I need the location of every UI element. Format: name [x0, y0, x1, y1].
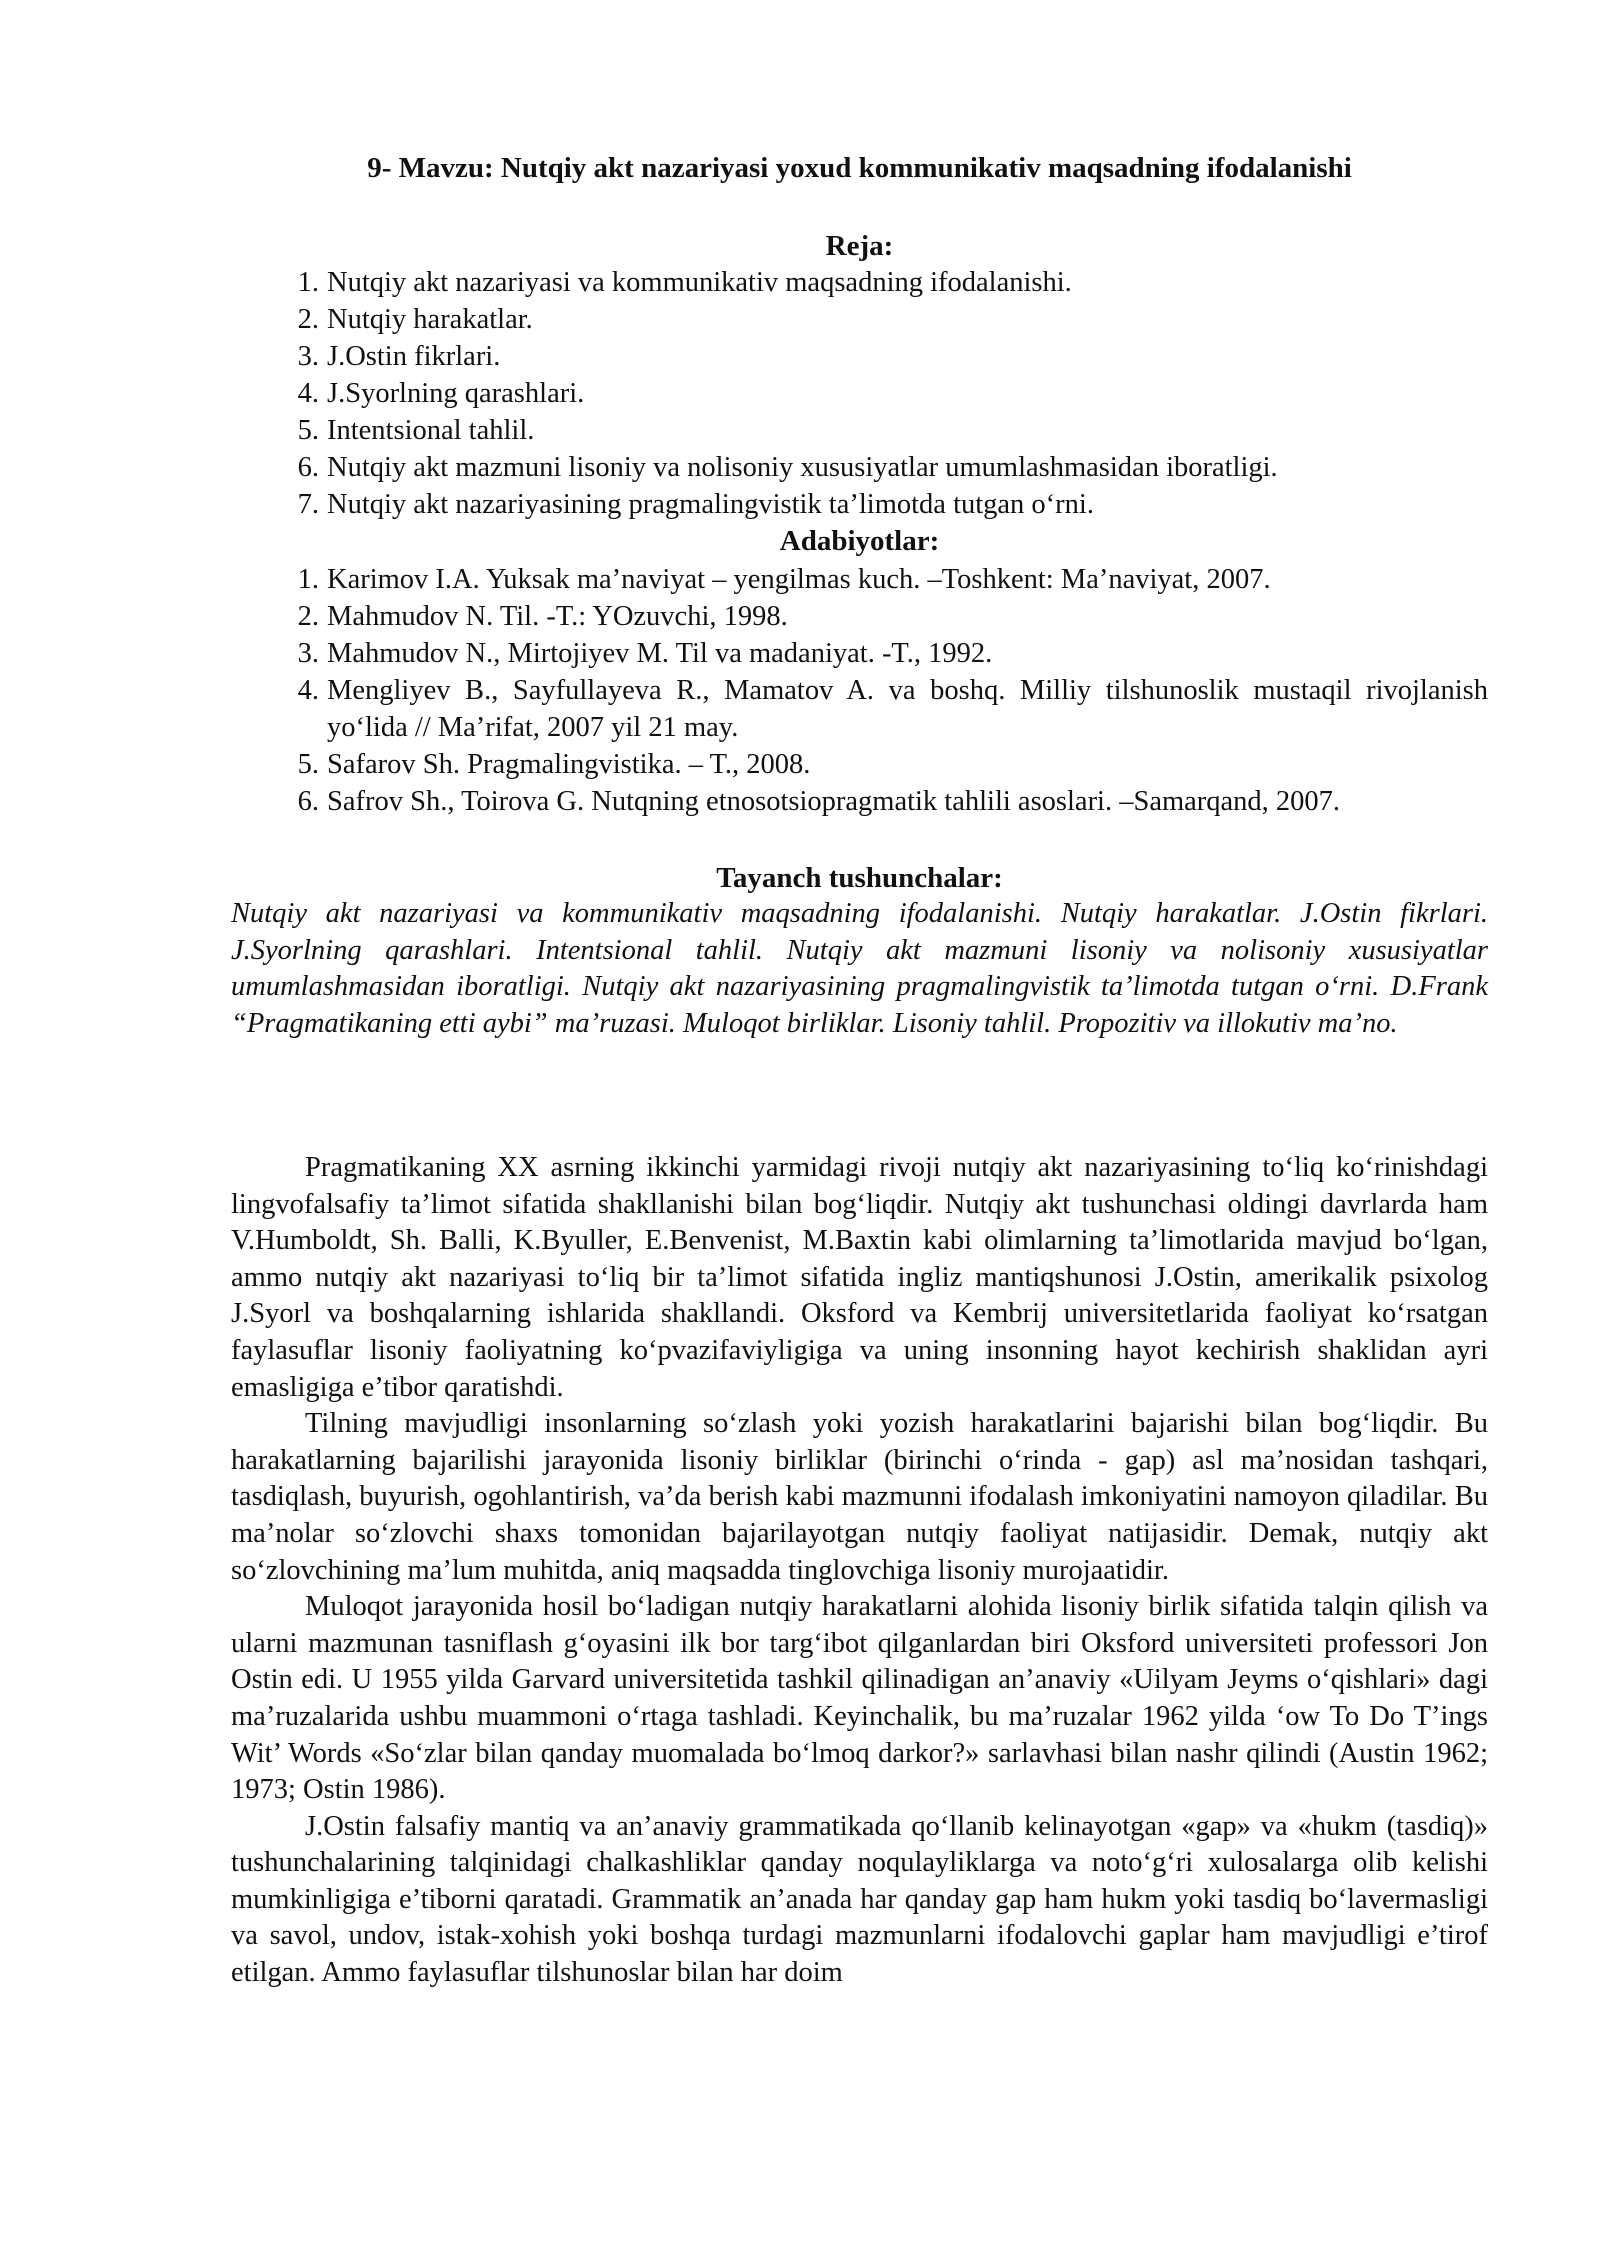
literature-item: 6. Safrov Sh., Toirova G. Nutqning etnosotsiopragmatik tahlili asoslari. –Samarqand, 2007. [297, 786, 1341, 817]
literature-item: 5. Safarov Sh. Pragmalingvistika. – T., 2008. [297, 749, 811, 780]
page-title: 9- Mavzu: Nutqiy akt nazariyasi yoxud kommunikativ maqsadning ifodalanishi [367, 152, 1352, 184]
plan-item: 1. Nutqiy akt nazariyasi va kommunikativ maqsadning ifodalanishi. [297, 267, 1072, 298]
literature-heading: Adabiyotlar: [779, 525, 940, 557]
key-concepts-heading: Tayanch tushunchalar: [716, 862, 1003, 894]
plan-item: 6. Nutqiy akt mazmuni lisoniy va nolisoniy xususiyatlar umumlashmasidan iboratligi. [297, 452, 1278, 483]
plan-item: 2. Nutqiy harakatlar. [297, 304, 533, 335]
literature-item: 4. Mengliyev B., Sayfullayeva R., Mamatov A. va boshq. Milliy tilshunoslik mustaqil rivojlanish yo‘lida // Ma’rifat, 2007 yil 21 may. [297, 675, 1488, 743]
plan-list [231, 264, 1488, 523]
plan-heading: Reja: [825, 230, 894, 262]
literature-list [231, 561, 1488, 820]
literature-item: 3. Mahmudov N., Mirtojiyev M. Til va madaniyat. -T., 1992. [297, 638, 993, 669]
plan-item: 5. Intentsional tahlil. [297, 415, 535, 446]
paragraph: J.Ostin falsafiy mantiq va an’anaviy grammatikada qo‘llanib kelinayotgan «gap» va «hukm (tasdiq)» tushunchalarining talqinidagi chalkashliklar qanday noqulayliklarga va noto‘g‘ri xulosalarga olib kelishi mumkinligiga e’tiborni qaratadi. Grammatik an’anada har qanday gap ham hukm yoki tasdiq bo‘lavermasligi va savol, undov, istak-xohish yoki boshqa turdagi mazmunlarni ifodalovchi gaplar ham mavjudligi e’tirof etilgan. Ammo faylasuflar tilshunoslar bilan har doim [231, 1810, 1488, 1989]
literature-item: 1. Karimov I.A. Yuksak ma’naviyat – yengilmas kuch. –Toshkent: Ma’naviyat, 2007. [297, 564, 1271, 595]
plan-item: 3. J.Ostin fikrlari. [297, 341, 501, 372]
body-text [231, 1150, 1488, 1992]
paragraph: Pragmatikaning XX asrning ikkinchi yarmidagi rivoji nutqiy akt nazariyasining to‘liq ko‘rinishdagi lingvofalsafiy ta’limot sifatida shakllanishi bilan bog‘liqdir. Nutqiy akt tushunchasi oldingi davrlarda ham V.Humboldt, Sh. Balli, K.Byuller, E.Benvenist, M.Baxtin kabi olimlarning ta’limotlarida mavjud bo‘lgan, ammo nutqiy akt nazariyasi to‘liq bir ta’limot sifatida ingliz mantiqshunosi J.Ostin, amerikalik psixolog J.Syorl va boshqalarning ishlarida shakllandi. Oksford va Kembrij universitetlarida faoliyat ko‘rsatgan faylasuflar lisoniy faoliyatning ko‘pvazifaviyligiga va uning insonning hayot kechirish shaklidan ayri emasligiga e’tibor qaratishdi. [231, 1152, 1488, 1403]
key-concepts-text: Nutqiy akt nazariyasi va kommunikativ maqsadning ifodalanishi. Nutqiy harakatlar. J.Ostin fikrlari. J.Syorlning qarashlari. Intentsional tahlil. Nutqiy akt mazmuni lisoniy va nolisoniy xususiyatlar umumlashmasidan iboratligi. Nutqiy akt nazariyasining pragmalingvistik ta’limotda tutgan o‘rni. D.Frank “Pragmatikaning etti aybi” ma’ruzasi. Muloqot birliklar. Lisoniy tahlil. Propozitiv va illokutiv ma’no. [231, 898, 1488, 1039]
plan-item: 4. J.Syorlning qarashlari. [297, 378, 585, 409]
plan-item: 7. Nutqiy akt nazariyasining pragmalingvistik ta’limotda tutgan o‘rni. [297, 489, 1094, 520]
paragraph: Tilning mavjudligi insonlarning so‘zlash yoki yozish harakatlarini bajarishi bilan bog‘liqdir. Bu harakatlarning bajarilishi jarayonida lisoniy birliklar (birinchi o‘rinda - gap) asl ma’nosidan tashqari, tasdiqlash, buyurish, ogohlantirish, va’da berish kabi mazmunni ifodalash imkoniyatini namoyon qiladilar. Bu ma’nolar so‘zlovchi shaxs tomonidan bajarilayotgan nutqiy faoliyat natijasidir. Demak, nutqiy akt so‘zlovchining ma’lum muhitda, aniq maqsadda tinglovchiga lisoniy murojaatidir. [231, 1408, 1488, 1586]
paragraph: Muloqot jarayonida hosil bo‘ladigan nutqiy harakatlarni alohida lisoniy birlik sifatida talqin qilish va ularni mazmunan tasniflash g‘oyasini ilk bor targ‘ibot qilganlardan biri Oksford universiteti professori Jon Ostin edi. U 1955 yilda Garvard universitetida tashkil qilinadigan an’anaviy «Uilyam Jeyms o‘qishlari» dagi ma’ruzalarida ushbu muammoni o‘rtaga tashladi. Keyinchalik, bu ma’ruzalar 1962 yilda ‘ow To Do T’ings Wit’ Words «So‘zlar bilan qanday muomalada bo‘lmoq darkor?» sarlavhasi bilan nashr qilindi (Austin 1962; 1973; Ostin 1986). [231, 1591, 1488, 1806]
literature-item: 2. Mahmudov N. Til. -T.: YOzuvchi, 1998. [297, 601, 788, 632]
